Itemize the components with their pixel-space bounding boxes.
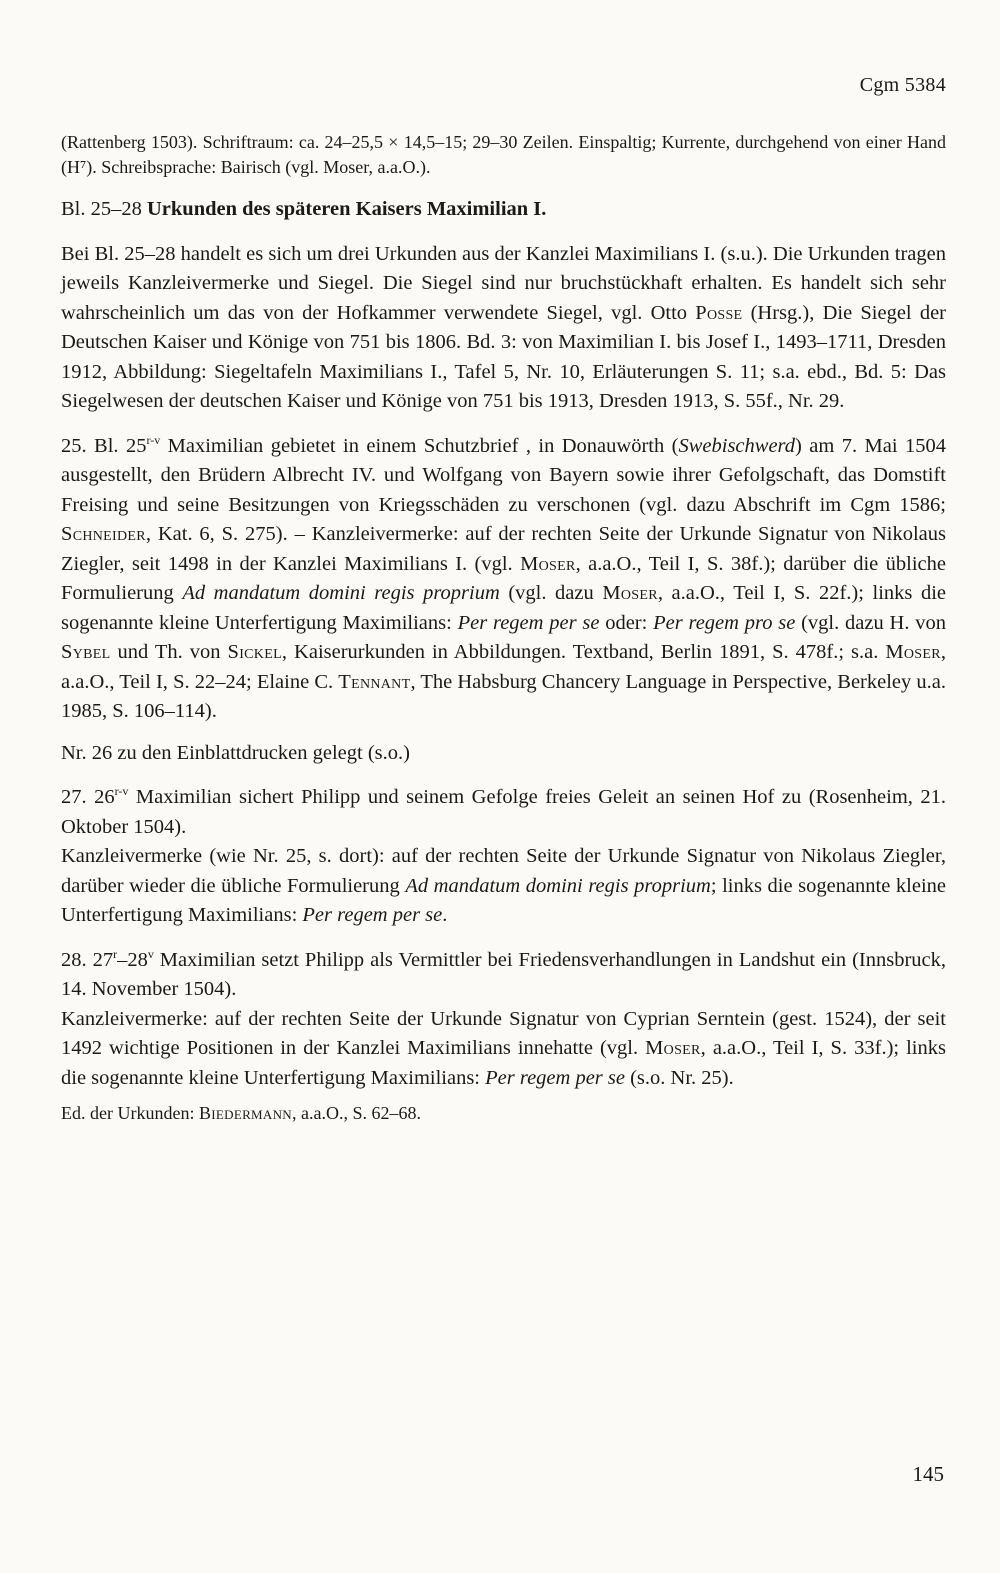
item-25-text: Maximilian gebietet in einem Schutzbrief , in Donauwörth ( (160, 434, 679, 457)
item-25-text: , a.a.O., Teil I, S. 38f.); darüber die übliche Formulierung (61, 552, 946, 604)
page-number: 145 (912, 1462, 944, 1486)
author-name: Moser (520, 552, 576, 575)
item-28-folio-sup: v (147, 946, 154, 961)
item-26: Nr. 26 zu den Einblattdrucken gelegt (s.o.) (61, 741, 410, 764)
item-25-text: , Kat. 6, S. 275). – Kanzleivermerke: auf der rechten Seite der Urkunde Signatur von Nikolaus Ziegler, seit 1498 in der Kanzlei Maximilians I. (vgl. (61, 523, 946, 575)
item-28-text: Kanzleivermerke: auf der rechten Seite der Urkunde Signatur von Cyprian Serntein (gest. 1524), der seit 1492 wichtige Positionen in der Kanzlei Maximilians innehatte (vgl. (61, 1007, 946, 1059)
item-27-heading (61, 783, 946, 842)
author-name: Schneider (61, 523, 146, 545)
latin-formula: Per regem per se (457, 611, 600, 634)
latin-formula: Ad mandatum domini regis proprium (405, 874, 711, 897)
item-28-text: (s.o. Nr. 25). (624, 1066, 734, 1089)
latin-formula: Per regem pro se (653, 611, 796, 634)
intro-paragraph: (Rattenberg 1503). Schriftraum: ca. 24–25,5 × 14,5–15; 29–30 Zeilen. Einspaltig; Kurrente, durchgehend von einer Hand (H⁷). Schreibsprache: Bairisch (vgl. Moser, a.a.O.). (61, 132, 946, 177)
edition-text: , a.a.O., S. 62–68. (291, 1103, 421, 1123)
item-27-text: . (442, 904, 448, 926)
overview-text-1: Bei Bl. 25–28 handelt es sich um drei Urkunden aus der Kanzlei Maximilians I. (s.u.). Die Urkunden tragen jeweils Kanzleivermerke und Siegel. Die Siegel sind nur bruchstückhaft erhalten. Es handelt sich sehr wahrscheinlich um das von der Hofkammer verwendete Siegel, vgl. Otto (61, 242, 946, 324)
author-name: Sybel (61, 641, 111, 663)
item-25-number: 25. Bl. 25 (61, 434, 147, 457)
author-name: Sickel (227, 641, 282, 663)
latin-formula: Per regem per se (302, 904, 443, 926)
item-25-text: (vgl. dazu (499, 582, 603, 604)
item-25-text: , a.a.O., Teil I, S. 22f.); links die sogenannte kleine Unterfertigung Maximilians: (61, 582, 946, 634)
item-28-text: Maximilian setzt Philipp als Vermittler bei Friedensverhandlungen in Landshut ein (Innsbruck, 14. November 1504). (61, 948, 947, 1000)
section-title: Urkunden des späteren Kaisers Maximilian I. (147, 198, 547, 220)
item-27-text: ; links die sogenannte kleine Unterfertigung Maximilians: (61, 874, 947, 926)
item-28-number: 28. 27 (61, 948, 114, 971)
item-27-number: 27. 26 (61, 786, 115, 808)
item-28-folio-sup: r (113, 946, 118, 961)
item-25-text: oder: (599, 611, 654, 634)
item-28-text: , a.a.O., Teil I, S. 33f.); links die sogenannte kleine Unterfertigung Maximilians: (61, 1037, 946, 1089)
item-25-folio-sup: r-v (146, 432, 161, 447)
latin-formula: Per regem per se (485, 1066, 625, 1089)
item-27-folio-sup: r-v (114, 784, 129, 799)
item-25-text: , a.a.O., Teil I, S. 22–24; Elaine C. (61, 641, 946, 693)
item-28-heading (61, 946, 946, 1005)
item-25-text: und Th. von (110, 641, 228, 663)
item-27-text: Kanzleivermerke (wie Nr. 25, s. dort): auf der rechten Seite der Urkunde Signatur von Nikolaus Ziegler, darüber wieder die übliche Formulierung (61, 845, 946, 897)
item-25 (61, 432, 946, 727)
author-name: Tennant (338, 670, 411, 693)
section-heading (61, 195, 946, 225)
edition-note (61, 1101, 946, 1126)
running-header-shelfmark: Cgm 5384 (859, 74, 946, 96)
author-name: Moser (885, 641, 941, 663)
author-name: Moser (602, 582, 658, 604)
item-25-italic-place: Swebischwerd (678, 434, 796, 457)
author-name: Moser (645, 1037, 701, 1059)
item-25-text: (vgl. dazu H. von (795, 611, 946, 634)
overview-text-2: (Hrsg.), Die Siegel der Deutschen Kaiser und Könige von 751 bis 1806. Bd. 3: von Maximilian I. bis Josef I., 1493–1711, Dresden 1912, Abbildung: Siegeltafeln Maximilians I., Tafel 5, Nr. 10, Erläuterungen S. 11; s.a. ebd., Bd. 5: Das Siegelwesen der deutschen Kaiser und Könige von 751 bis 1913, Dresden 1913, S. 55f., Nr. 29. (61, 301, 946, 412)
overview-paragraph (61, 240, 946, 417)
page-body (61, 130, 946, 1126)
edition-text: Ed. der Urkunden: (61, 1103, 199, 1123)
item-27-notes (61, 842, 946, 931)
author-name: Biedermann (198, 1103, 292, 1123)
item-25-text: , The Habsburg Chancery Language in Perspective, Berkeley u.a. 1985, S. 106–114). (61, 670, 947, 722)
section-range: Bl. 25–28 (61, 198, 142, 220)
item-28-notes (61, 1005, 946, 1094)
latin-formula: Ad mandatum domini regis proprium (182, 582, 500, 604)
item-27-text: Maximilian sichert Philipp und seinem Gefolge freies Geleit an seinen Hof zu (Rosenheim, 21. Oktober 1504). (61, 786, 947, 838)
item-25-text: ) am 7. Mai 1504 ausgestellt, den Brüdern Albrecht IV. und Wolfgang von Bayern sowie ihrer Gefolgschaft, das Domstift Freising und seine Besitzungen von Kriegsschäden zu verschonen (vgl. dazu Abschrift im Cgm 1586; (61, 434, 946, 516)
item-25-text: , Kaiserurkunden in Abbildungen. Textband, Berlin 1891, S. 478f.; s.a. (281, 641, 886, 663)
author-posse: Posse (695, 301, 743, 324)
item-28-range: –28 (117, 948, 148, 971)
